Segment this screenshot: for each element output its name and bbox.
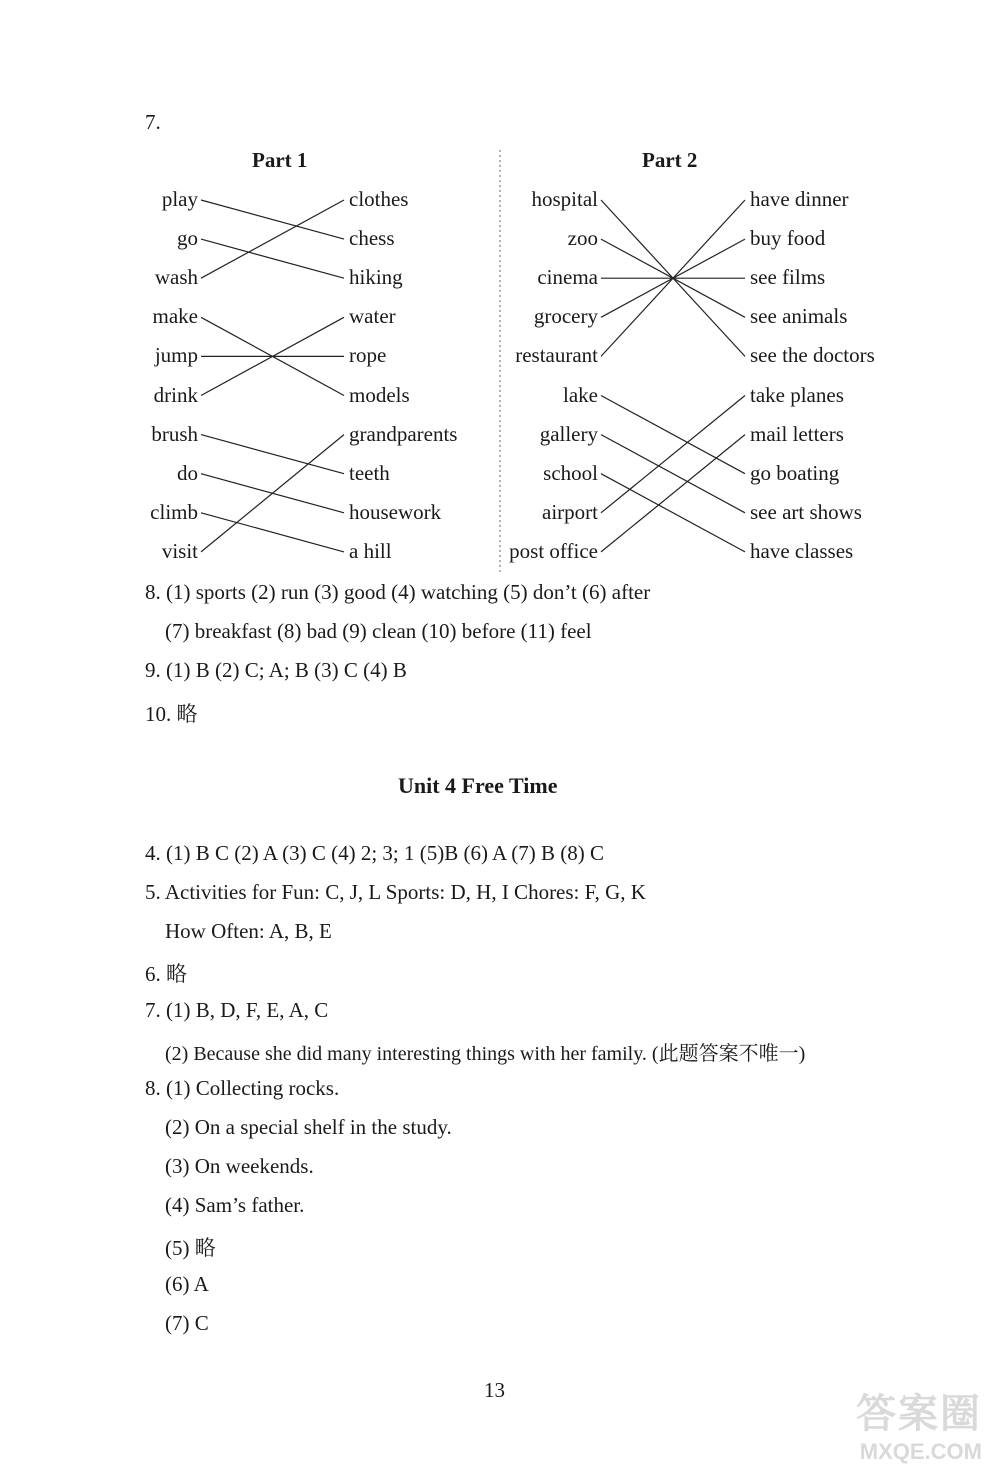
part1-right-word-7: grandparents	[349, 421, 458, 446]
part1-left-word-9: climb	[150, 499, 198, 524]
part2-right-word-3: see films	[750, 265, 826, 290]
part1-line-7	[201, 435, 344, 474]
unit-q8-6: (6) A	[165, 1272, 209, 1296]
part2-right-word-7: mail letters	[750, 421, 844, 446]
question-7-number: 7.	[145, 110, 161, 134]
q8-line-1: 8. (1) sports (2) run (3) good (4) watching (5) don’t (6) after	[145, 580, 651, 604]
part2-left-word-2: zoo	[567, 226, 598, 251]
part1-title: Part 1	[252, 148, 308, 172]
part1-left-word-10: visit	[161, 538, 198, 563]
part1-left-word-8: do	[177, 460, 198, 485]
part2-right-word-5: see the doctors	[750, 343, 875, 368]
part2-line-8	[601, 474, 745, 552]
part2-left-word-8: school	[543, 460, 598, 485]
unit-q5-line-2: How Often: A, B, E	[165, 919, 332, 943]
part2-line-6	[601, 396, 745, 474]
part1-left-word-3: wash	[154, 265, 198, 290]
part1-right-word-3: hiking	[349, 265, 403, 290]
part2-line-10	[601, 435, 745, 552]
part1-right-word-8: teeth	[349, 460, 390, 485]
part2-left-word-7: gallery	[539, 421, 598, 446]
part2-title: Part 2	[642, 148, 698, 172]
unit-q8-7: (7) C	[165, 1311, 209, 1335]
part1-left-word-7: brush	[151, 421, 198, 446]
unit-q8-4: (4) Sam’s father.	[165, 1193, 305, 1217]
part2-right-word-9: see art shows	[750, 499, 862, 524]
watermark-logo: 答案圈 MXQE.COM	[856, 1392, 982, 1464]
part1-right-word-10: a hill	[349, 538, 392, 563]
part2-right-word-10: have classes	[750, 538, 854, 563]
part1-line-10	[201, 435, 344, 552]
part2-left-word-5: restaurant	[515, 343, 598, 368]
q8-line-2: (7) breakfast (8) bad (9) clean (10) before (11) feel	[165, 619, 592, 643]
part1-right-word-5: rope	[349, 343, 387, 368]
unit-title: Unit 4 Free Time	[398, 773, 558, 798]
unit-q6: 6. 略	[145, 962, 187, 986]
matching-lines-layer	[0, 0, 1000, 620]
part2-left-word-10: post office	[509, 538, 598, 563]
part1-right-word-1: clothes	[349, 187, 409, 211]
part1-left-word-2: go	[177, 226, 198, 251]
page-number: 13	[484, 1378, 505, 1402]
part1-left-word-4: make	[152, 304, 198, 329]
unit-q8-2: (2) On a special shelf in the study.	[165, 1115, 452, 1139]
part2-right-word-4: see animals	[750, 304, 848, 329]
part1-right-word-9: housework	[349, 499, 442, 524]
part1-left-word-1: play	[161, 187, 198, 211]
q10-answer: 10. 略	[145, 702, 198, 726]
part2-left-word-6: lake	[563, 382, 598, 407]
part1-right-word-6: models	[349, 382, 410, 407]
part1-left-word-5: jump	[154, 343, 198, 368]
part1-line-2	[201, 239, 344, 278]
part1-right-word-4: water	[349, 304, 396, 329]
part2-left-word-4: grocery	[533, 304, 598, 329]
part1-line-3	[201, 200, 344, 278]
part2-left-word-1: hospital	[531, 187, 598, 211]
unit-q8-1: 8. (1) Collecting rocks.	[145, 1076, 340, 1100]
unit-q5-line-1: 5. Activities for Fun: C, J, L Sports: D, H, I Chores: F, G, K	[145, 880, 646, 904]
part2-line-9	[601, 396, 745, 513]
part2-line-7	[601, 435, 745, 513]
part2-left-word-3: cinema	[537, 265, 598, 290]
part2-right-word-2: buy food	[750, 226, 826, 251]
part1-line-9	[201, 513, 344, 552]
part1-left-word-6: drink	[153, 382, 198, 407]
part1-line-1	[201, 200, 344, 239]
part2-left-word-9: airport	[542, 499, 598, 524]
unit-q7-2: (2) Because she did many interesting things with her family. (此题答案不唯一)	[165, 1043, 806, 1065]
part1-right-word-2: chess	[349, 226, 395, 251]
unit-q8-5: (5) 略	[165, 1236, 216, 1260]
unit-q8-3: (3) On weekends.	[165, 1154, 314, 1178]
unit-q4: 4. (1) B C (2) A (3) C (4) 2; 3; 1 (5)B (6) A (7) B (8) C	[145, 841, 605, 865]
unit-q7-1: 7. (1) B, D, F, E, A, C	[145, 998, 329, 1022]
part2-right-word-6: take planes	[750, 382, 844, 407]
part2-right-word-8: go boating	[750, 460, 840, 485]
q9-answers: 9. (1) B (2) C; A; B (3) C (4) B	[145, 658, 407, 682]
part2-right-word-1: have dinner	[750, 187, 849, 211]
